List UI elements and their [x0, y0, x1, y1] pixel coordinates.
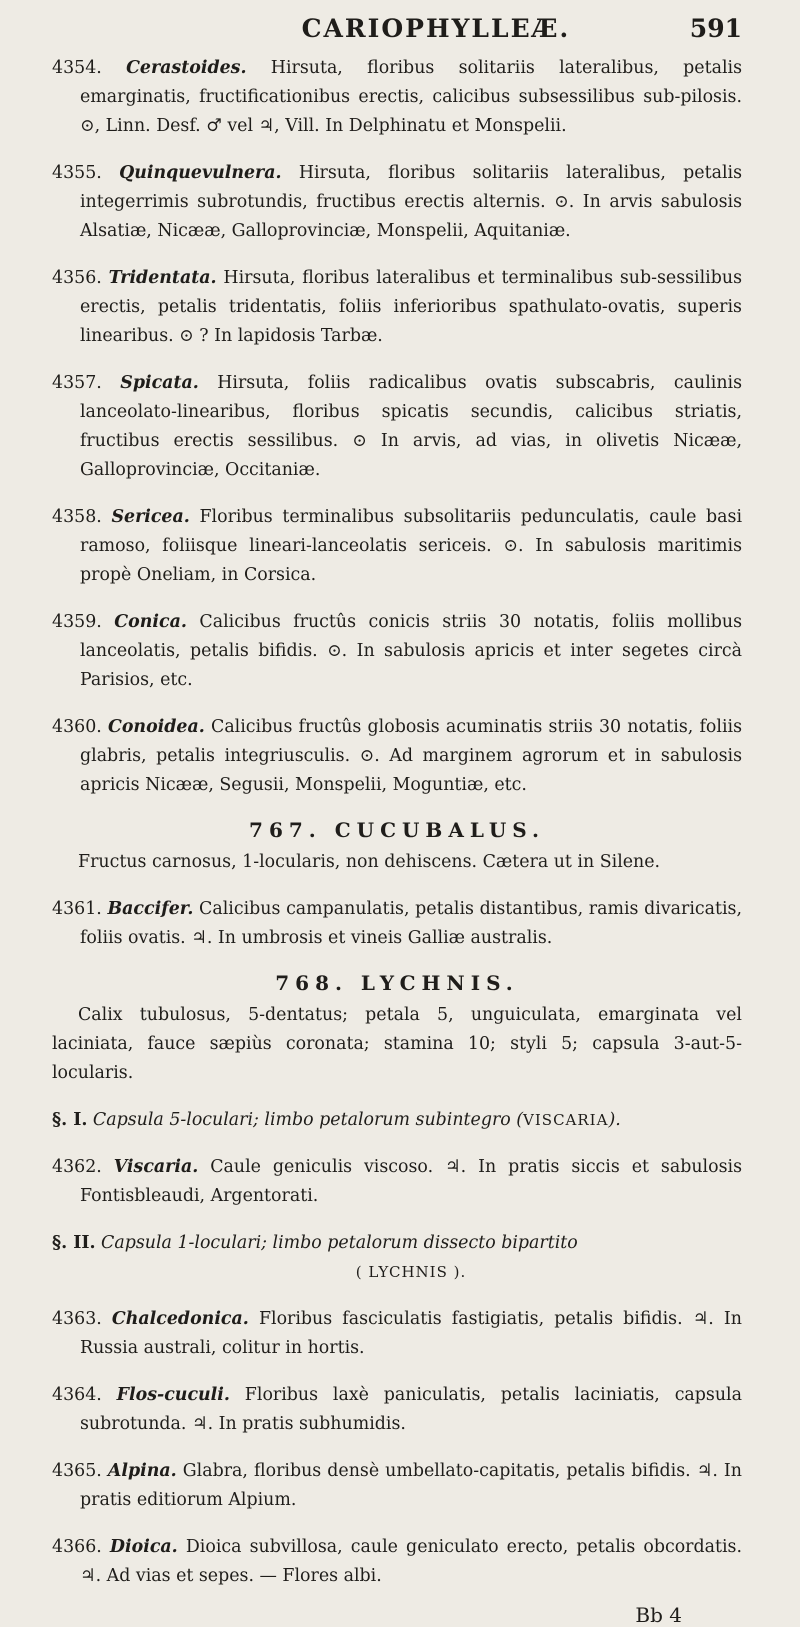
- page-header: [52, 14, 742, 52]
- genus-description-cucubalus: Fructus carnosus, 1-locularis, non dehiscens. Cætera ut in Silene.: [78, 852, 661, 872]
- section-text: Capsula 1-loculari; limbo petalorum dissecto bipartito: [95, 1233, 578, 1253]
- species-entry: [52, 159, 742, 246]
- species-number: 4361.: [52, 899, 102, 919]
- species-epithet: Baccifer.: [107, 899, 194, 919]
- species-number: 4358.: [52, 507, 102, 527]
- species-entry: [52, 54, 742, 141]
- species-description: Calicibus campanulatis, petalis distantibus, ramis divaricatis, foliis ovatis. ♃. In umbrosis et vineis Galliæ australis.: [80, 899, 742, 948]
- section-text: Capsula 5-loculari; limbo petalorum subintegro (: [87, 1110, 524, 1130]
- species-description: Calicibus fructûs globosis acuminatis striis 30 notatis, foliis glabris, petalis integriusculis. ⊙. Ad marginem agrorum et in sabulosis apricis Nicææ, Segusii, Monspelii, Moguntiæ, etc.: [80, 717, 742, 795]
- species-description: Hirsuta, floribus solitariis lateralibus, petalis integerrimis subrotundis, fructibus erectis alternis. ⊙. In arvis sabulosis Alsatiæ, Nicææ, Galloprovinciæ, Monspelii, Aquitaniæ.: [80, 163, 743, 241]
- genus-heading-lychnis: 768. LYCHNIS.: [275, 971, 519, 995]
- species-entry: [52, 369, 742, 485]
- species-epithet: Quinquevulnera.: [119, 163, 282, 183]
- species-entry: [52, 713, 742, 800]
- species-epithet: Spicata.: [120, 373, 199, 393]
- genus-description-lychnis: Calix tubulosus, 5-dentatus; petala 5, unguiculata, emarginata vel laciniata, fauce sæpiùs coronata; stamina 10; styli 5; capsula 3-aut-5-locularis.: [52, 1005, 742, 1083]
- section-name: VISCARIA: [523, 1111, 609, 1129]
- species-epithet: Conoidea.: [107, 717, 205, 737]
- entry-group-lychnis: [52, 1305, 742, 1591]
- species-number: 4366.: [52, 1537, 102, 1557]
- species-number: 4365.: [52, 1461, 102, 1481]
- species-epithet: Cerastoides.: [126, 58, 247, 78]
- species-epithet: Dioica.: [109, 1537, 178, 1557]
- species-number: 4355.: [52, 163, 102, 183]
- species-epithet: Tridentata.: [108, 268, 217, 288]
- section-label: §. II.: [52, 1233, 96, 1253]
- species-epithet: Conica.: [114, 612, 187, 632]
- species-number: 4364.: [52, 1385, 102, 1405]
- species-description: Caule geniculis viscoso. ♃. In pratis siccis et sabulosis Fontisbleaudi, Argentorati.: [80, 1157, 742, 1206]
- genus-heading-cucubalus: 767. CUCUBALUS.: [249, 818, 545, 842]
- species-description: Floribus laxè paniculatis, petalis laciniatis, capsula subrotunda. ♃. In pratis subhumidis.: [80, 1385, 742, 1434]
- page-number: 591: [689, 14, 742, 43]
- species-epithet: Viscaria.: [113, 1157, 199, 1177]
- species-description: Hirsuta, foliis radicalibus ovatis subscabris, caulinis lanceolato-linearibus, floribus spicatis secundis, calicibus striatis, fructibus erectis sessilibus. ⊙ In arvis, ad vias, in olivetis Nicææ, Galloprovinciæ, Occitaniæ.: [80, 373, 743, 480]
- species-epithet: Flos-cuculi.: [116, 1385, 230, 1405]
- species-number: 4357.: [52, 373, 102, 393]
- species-epithet: Alpina.: [107, 1461, 177, 1481]
- section-label: §. I.: [52, 1110, 88, 1130]
- species-description: Hirsuta, floribus solitariis lateralibus, petalis emarginatis, fructificationibus erectis, calicibus subsessilibus sub-pilosis. ⊙, Linn. Desf. ♂ vel ♃, Vill. In Delphinatu et Monspelii.: [80, 58, 742, 136]
- section-heading-1: [52, 1106, 742, 1135]
- entry-group-cucubalus: [52, 895, 742, 953]
- species-description: Glabra, floribus densè umbellato-capitatis, petalis bifidis. ♃. In pratis editiorum Alpium.: [80, 1461, 743, 1510]
- running-title: CARIOPHYLLEÆ.: [301, 14, 571, 43]
- species-entry: [52, 264, 742, 351]
- species-number: 4359.: [52, 612, 102, 632]
- entry-group-viscaria: [52, 1153, 742, 1211]
- species-epithet: Sericea.: [111, 507, 190, 527]
- species-description: Dioica subvillosa, caule geniculato erecto, petalis obcordatis. ♃. Ad vias et sepes. — Flores albi.: [80, 1537, 742, 1586]
- species-entry: [52, 1533, 742, 1591]
- species-epithet: Chalcedonica.: [111, 1309, 249, 1329]
- species-description: Calicibus fructûs conicis striis 30 notatis, foliis mollibus lanceolatis, petalis bifidis. ⊙. In sabulosis apricis et inter segetes circà Parisios, etc.: [80, 612, 743, 690]
- species-number: 4362.: [52, 1157, 102, 1177]
- species-description: Floribus fasciculatis fastigiatis, petalis bifidis. ♃. In Russia australi, colitur in hortis.: [80, 1309, 742, 1358]
- species-description: Floribus terminalibus subsolitariis pedunculatis, caule basi ramoso, foliisque lineari-lanceolatis sericeis. ⊙. In sabulosis maritimis propè Oneliam, in Corsica.: [80, 507, 743, 585]
- entry-group-silene: [52, 54, 742, 800]
- species-entry: [52, 895, 742, 953]
- species-number: 4360.: [52, 717, 102, 737]
- species-number: 4354.: [52, 58, 102, 78]
- species-number: 4363.: [52, 1309, 102, 1329]
- species-entry: [52, 1381, 742, 1439]
- species-entry: [52, 608, 742, 695]
- section-heading-2: [52, 1229, 742, 1287]
- signature-mark: Bb 4: [635, 1603, 682, 1627]
- species-entry: [52, 1153, 742, 1211]
- species-entry: [52, 1305, 742, 1363]
- species-entry: [52, 1457, 742, 1515]
- section-close: ).: [608, 1110, 621, 1130]
- entries: [52, 54, 742, 1591]
- section-name: ( LYCHNIS ).: [355, 1263, 467, 1281]
- species-description: Hirsuta, floribus lateralibus et terminalibus sub-sessilibus erectis, petalis tridentatis, foliis inferioribus spathulato-ovatis, superis linearibus. ⊙ ? In lapidosis Tarbæ.: [80, 268, 742, 346]
- species-number: 4356.: [52, 268, 102, 288]
- species-entry: [52, 503, 742, 590]
